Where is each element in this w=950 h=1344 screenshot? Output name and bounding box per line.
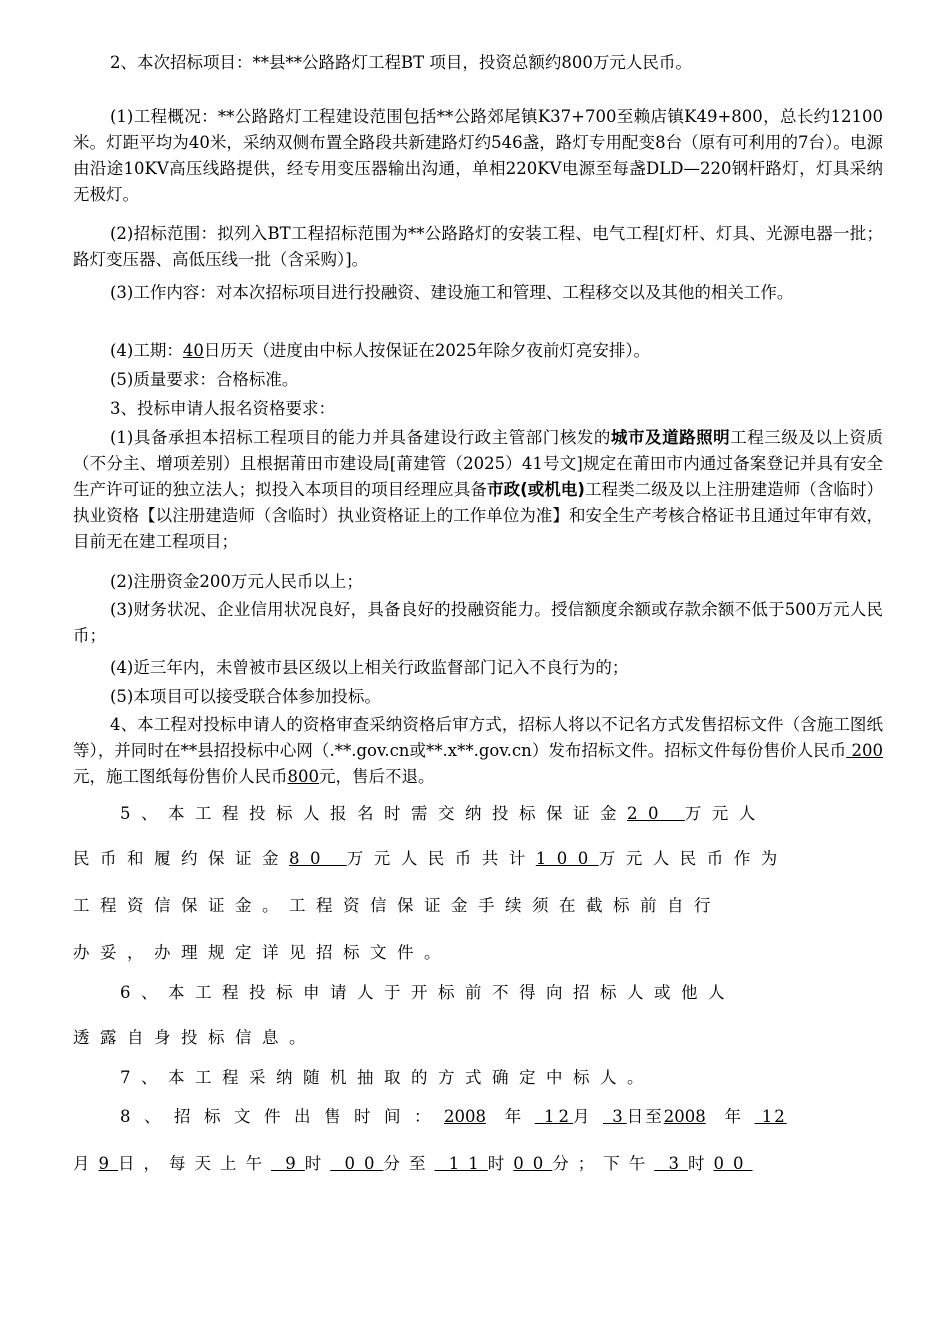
paragraph-section-4: 4、本工程对投标申请人的资格审查采纳资格后审方式，招标人将以不记名方式发售招标文件（含施工图纸等），并同时在**县招投标中心网（.**.gov.cn或**.x**.gov.cn）发布招标文件。招标文件每份售价人民币 200 元，施工图纸每份售价人民币800元，售后不退。 [73, 715, 883, 786]
paragraph-record: (4)近三年内，未曾被市县区级以上相关行政监督部门记入不良行为的； [110, 658, 629, 677]
qualification-bold-1: 城市及道路照明 [610, 428, 731, 447]
section-5-line-1: 5、本工程投标人报名时需交纳投标保证金20 万元人 [120, 804, 766, 823]
paragraph-qualification: (1)具备承担本招标工程项目的能力并具备建设行政主管部门核发的城市及道路照明工程三级及以上资质（不分主、增项差别）且根据莆田市建设局[莆建管（2025）41号文]规定在莆田市内通过备案登记并具有安全生产许可证的独立法人；拟投入本项目的项目经理应具备市政(或机电)工程类二级及以上注册建造师（含临时）执业资格【以注册建造师（含临时）执业资格证上的工作单位为准】和安全生产考核合格证书且通过年审有效，目前无在建工程项目； [73, 428, 884, 551]
paragraph-capital: (2)注册资金200万元人民币以上； [110, 572, 363, 591]
paragraph-finance: (3)财务状况、企业信用状况良好，具备良好的投融资能力。授信额度余额或存款余额不低于500万元人民币； [73, 600, 883, 645]
section-5-line-4: 办妥，办理规定详见招标文件。 [73, 943, 451, 962]
section-8-line-1: 8、招标文件出售时间：2008 年 12月 3日至2008 年 12 [120, 1107, 787, 1126]
drawing-price: 800 [287, 767, 319, 786]
section-6-line-2: 透露自身投标信息。 [73, 1028, 316, 1047]
paragraph-work-content: (3)工作内容：对本次招标项目进行投融资、建设施工和管理、工程移交以及其他的相关工作。 [110, 283, 794, 302]
section-5-line-2: 民币和履约保证金80 万元人民币共计100万元人民币作为 [73, 849, 788, 868]
section-5-line-3: 工程资信保证金。工程资信保证金手续须在截标前自行 [73, 896, 721, 915]
paragraph-duration: (4)工期：40日历天（进度由中标人按保证在2025年除夕夜前灯亮安排）。 [110, 341, 651, 360]
duration-days: 40 [182, 341, 204, 360]
section-6-line-1: 6、本工程投标申请人于开标前不得向招标人或他人 [120, 983, 735, 1002]
paragraph-overview: (1)工程概况：**公路路灯工程建设范围包括**公路郊尾镇K37+700至赖店镇K49+800，总长约12100米。灯距平均为40米，采纳双侧布置全路段共新建路灯约546盏，路灯专用配变8台（原有可利用的7台）。电源由沿途10KV高压线路提供，经专用变压器输出沟通，单相220KV电源至每盏DLD—220钢杆路灯，灯具采纳无极灯。 [73, 107, 883, 204]
section-7-line: 7、本工程采纳随机抽取的方式确定中标人。 [120, 1068, 654, 1087]
paragraph-consortium: (5)本项目可以接受联合体参加投标。 [110, 687, 381, 706]
paragraph-scope: (2)招标范围：拟列入BT工程招标范围为**公路路灯的安装工程、电气工程[灯杆、灯具、光源电器一批；路灯变压器、高低压线一批（含采购）]。 [73, 224, 883, 269]
paragraph-section-3: 3、投标申请人报名资格要求： [110, 399, 335, 418]
document-price: 200 [846, 741, 883, 760]
paragraph-section-2: 2、本次招标项目：**县**公路路灯工程BT 项目，投资总额约800万元人民币。 [110, 53, 692, 72]
section-8-line-2: 月9日，每天上午 9时 00分至 11时00分；下午 3时00 [73, 1154, 753, 1173]
qualification-bold-2: 市政(或机电) [486, 480, 585, 499]
paragraph-quality: (5)质量要求：合格标准。 [110, 370, 299, 389]
